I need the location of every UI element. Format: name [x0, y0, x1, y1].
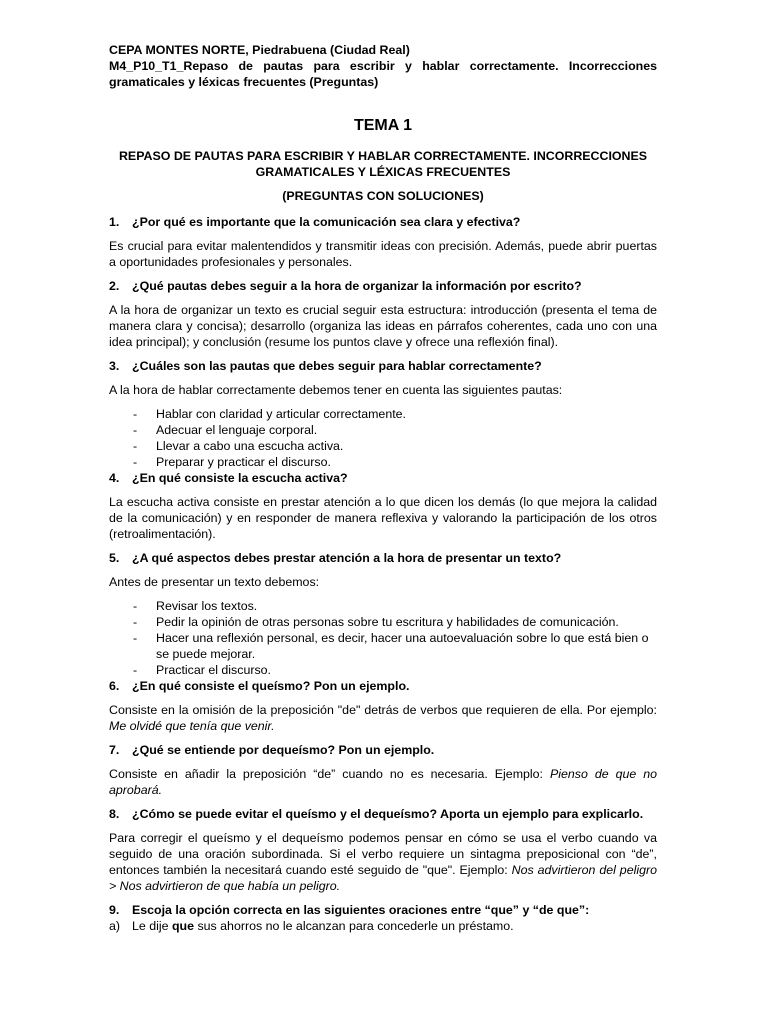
list-item: - Practicar el discurso. — [133, 663, 271, 677]
question-number: 8. — [109, 807, 120, 821]
answer-1: Es crucial para evitar malentendidos y transmitir ideas con precisión. Además, puede abrir puertas a oportunidades profesionales y personales. — [109, 239, 657, 269]
question-1 — [109, 214, 657, 230]
list-item: - Adecuar el lenguaje corporal. — [133, 423, 318, 437]
question-text: ¿En qué consiste el queísmo? Pon un ejemplo. — [132, 679, 410, 693]
answer-6: Consiste en la omisión de la preposición "de" detrás de verbos que requieren de ella. Por ejemplo: Me olvidé que tenía que venir. — [109, 703, 657, 733]
option-letter: a) — [109, 919, 121, 933]
question-number: 3. — [109, 359, 120, 373]
question-text: ¿Por qué es importante que la comunicación sea clara y efectiva? — [132, 215, 521, 229]
question-8 — [109, 806, 657, 822]
question-9 — [109, 902, 657, 918]
document-content — [109, 42, 657, 934]
question-text: ¿Qué se entiende por dequeísmo? Pon un ejemplo. — [132, 743, 435, 757]
subtitle: (PREGUNTAS CON SOLUCIONES) — [282, 189, 484, 203]
header-institution: CEPA MONTES NORTE, Piedrabuena (Ciudad Real) — [109, 43, 410, 57]
answer-highlight: que — [171, 919, 194, 933]
question-number: 9. — [109, 903, 120, 917]
list-item: - Preparar y practicar el discurso. — [133, 455, 331, 469]
list-item: - Llevar a cabo una escucha activa. — [133, 439, 344, 453]
answer-2: A la hora de organizar un texto es crucial seguir esta estructura: introducción (presenta el tema de manera clara y concisa); desarrollo (organiza las ideas en párrafos coherentes, cada uno con una idea principal); y conclusión (resume los puntos clave y ofrece una reflexión final). — [109, 303, 657, 349]
question-number: 5. — [109, 551, 120, 565]
question-number: 4. — [109, 471, 120, 485]
answer-7: Consiste en añadir la preposición “de” cuando no es necesaria. Ejemplo: Pienso de que no aprobará. — [109, 767, 657, 797]
question-number: 7. — [109, 743, 120, 757]
header-module: M4_P10_T1_Repaso de pautas para escribir y hablar correctamente. Incorrecciones gramaticales y léxicas frecuentes (Preguntas) — [109, 59, 657, 89]
example-text: Nos advirtieron del peligro > Nos advirtieron de que había un peligro. — [109, 863, 657, 893]
question-text: ¿En qué consiste la escucha activa? — [132, 471, 348, 485]
question-text: ¿Cuáles son las pautas que debes seguir para hablar correctamente? — [132, 359, 542, 373]
bullet-list-3 — [109, 406, 657, 470]
question-7 — [109, 742, 657, 758]
list-item: - Pedir la opinión de otras personas sobre tu escritura y habilidades de comunicación. — [133, 615, 619, 629]
example-text: Pienso de que no aprobará. — [109, 767, 657, 797]
question-6 — [109, 678, 657, 694]
answer-3: A la hora de hablar correctamente debemos tener en cuenta las siguientes pautas: — [109, 383, 563, 397]
list-item: - Hacer una reflexión personal, es decir, hacer una autoevaluación sobre lo que está bien o se puede mejorar. — [133, 631, 649, 661]
question-text: ¿A qué aspectos debes prestar atención a la hora de presentar un texto? — [132, 551, 562, 565]
question-5 — [109, 550, 657, 566]
question-text: ¿Cómo se puede evitar el queísmo y el dequeísmo? Aporta un ejemplo para explicarlo. — [132, 807, 644, 821]
question-3 — [109, 358, 657, 374]
answer-5: Antes de presentar un texto debemos: — [109, 575, 320, 589]
question-text: Escoja la opción correcta en las siguientes oraciones entre “que” y “de que”: — [132, 903, 590, 917]
question-text: ¿Qué pautas debes seguir a la hora de organizar la información por escrito? — [132, 279, 582, 293]
option-a: a) Le dije que sus ahorros no le alcanzan para concederle un préstamo. — [109, 919, 514, 933]
main-title: REPASO DE PAUTAS PARA ESCRIBIR Y HABLAR CORRECTAMENTE. INCORRECCIONES GRAMATICALES Y LÉXICAS FRECUENTES — [118, 149, 647, 179]
tema-title: TEMA 1 — [353, 117, 413, 134]
list-item: - Hablar con claridad y articular correctamente. — [133, 407, 406, 421]
answer-4: La escucha activa consiste en prestar atención a lo que dicen los demás (lo que mejora la calidad de la comunicación) y en responder de manera reflexiva y valorando la participación de los otros (retroalimentación). — [109, 495, 657, 541]
question-2 — [109, 278, 657, 294]
question-number: 2. — [109, 279, 120, 293]
bullet-list-5 — [109, 598, 657, 678]
question-4 — [109, 470, 657, 486]
example-text: Me olvidé que tenía que venir. — [109, 719, 275, 733]
answer-8: Para corregir el queísmo y el dequeísmo podemos pensar en cómo se usa el verbo cuando va seguido de una oración subordinada. Si el verbo requiere un sintagma preposicional con “de”, entonces también la necesitará cuando esté seguido de "que". Ejemplo: Nos advirtieron del peligro > Nos advirtieron de que había un peligro. — [109, 831, 657, 893]
question-number: 1. — [109, 215, 120, 229]
list-item: - Revisar los textos. — [133, 599, 258, 613]
question-number: 6. — [109, 679, 120, 693]
